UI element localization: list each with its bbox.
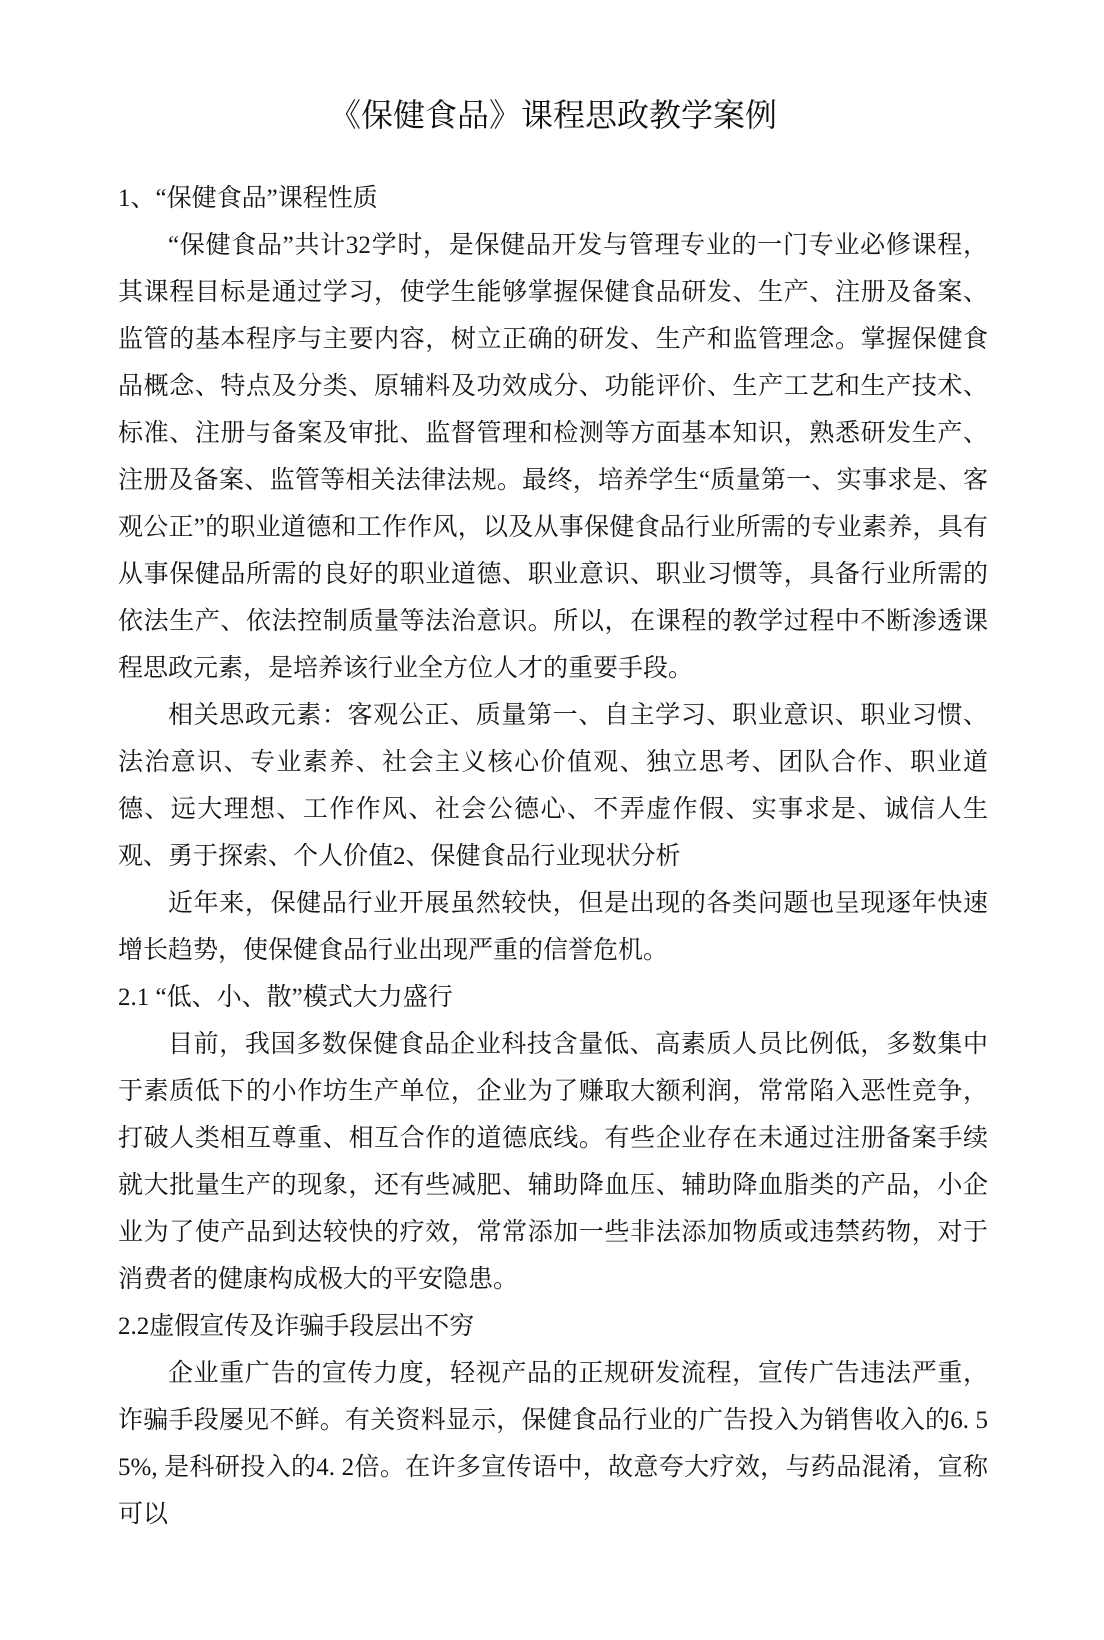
- document-title: 《保健食品》课程思政教学案例: [328, 97, 777, 133]
- section-heading-course-nature: 1、“保健食品”课程性质: [118, 185, 378, 212]
- paragraph-industry-status: 近年来，保健品行业开展虽然较快，但是出现的各类问题也呈现逐年快速增长趋势，使保健食品行业出现严重的信誉危机。: [118, 890, 988, 964]
- section-heading-low-small-scattered: 2.1 “低、小、散”模式大力盛行: [118, 984, 453, 1011]
- section-heading-false-advertising: 2.2虚假宣传及诈骗手段层出不穷: [118, 1313, 475, 1340]
- paragraph-false-advertising-detail: 企业重广告的宣传力度，轻视产品的正规研发流程，宣传广告违法严重，诈骗手段屡见不鲜。有关资料显示，保健食品行业的广告投入为销售收入的6. 55%, 是科研投入的4. 2倍。在许多宣传语中，故意夸大疗效，与药品混淆，宣称可以: [118, 1360, 988, 1528]
- paragraph-ideological-elements: 相关思政元素：客观公正、质量第一、自主学习、职业意识、职业习惯、法治意识、专业素养、社会主义核心价值观、独立思考、团队合作、职业道德、远大理想、工作作风、社会公德心、不弄虚作假、实事求是、诚信人生观、勇于探索、个人价值2、保健食品行业现状分析: [118, 702, 988, 870]
- paragraph-course-description: “保健食品”共计32学时，是保健品开发与管理专业的一门专业必修课程，其课程目标是通过学习，使学生能够掌握保健食品研发、生产、注册及备案、监管的基本程序与主要内容，树立正确的研发、生产和监管理念。掌握保健食品概念、特点及分类、原辅料及功效成分、功能评价、生产工艺和生产技术、标准、注册与备案及审批、监督管理和检测等方面基本知识，熟悉研发生产、注册及备案、监管等相关法律法规。最终，培养学生“质量第一、实事求是、客观公正”的职业道德和工作作风，以及从事保健食品行业所需的专业素养，具有从事保健品所需的良好的职业道德、职业意识、职业习惯等，具备行业所需的依法生产、依法控制质量等法治意识。所以，在课程的教学过程中不断渗透课程思政元素，是培养该行业全方位人才的重要手段。: [118, 232, 988, 682]
- paragraph-low-small-scattered-detail: 目前，我国多数保健食品企业科技含量低、高素质人员比例低，多数集中于素质低下的小作坊生产单位，企业为了赚取大额利润，常常陷入恶性竞争，打破人类相互尊重、相互合作的道德底线。有些企业存在未通过注册备案手续就大批量生产的现象，还有些减肥、辅助降血压、辅助降血脂类的产品，小企业为了使产品到达较快的疗效，常常添加一些非法添加物质或违禁药物，对于消费者的健康构成极大的平安隐患。: [118, 1031, 988, 1293]
